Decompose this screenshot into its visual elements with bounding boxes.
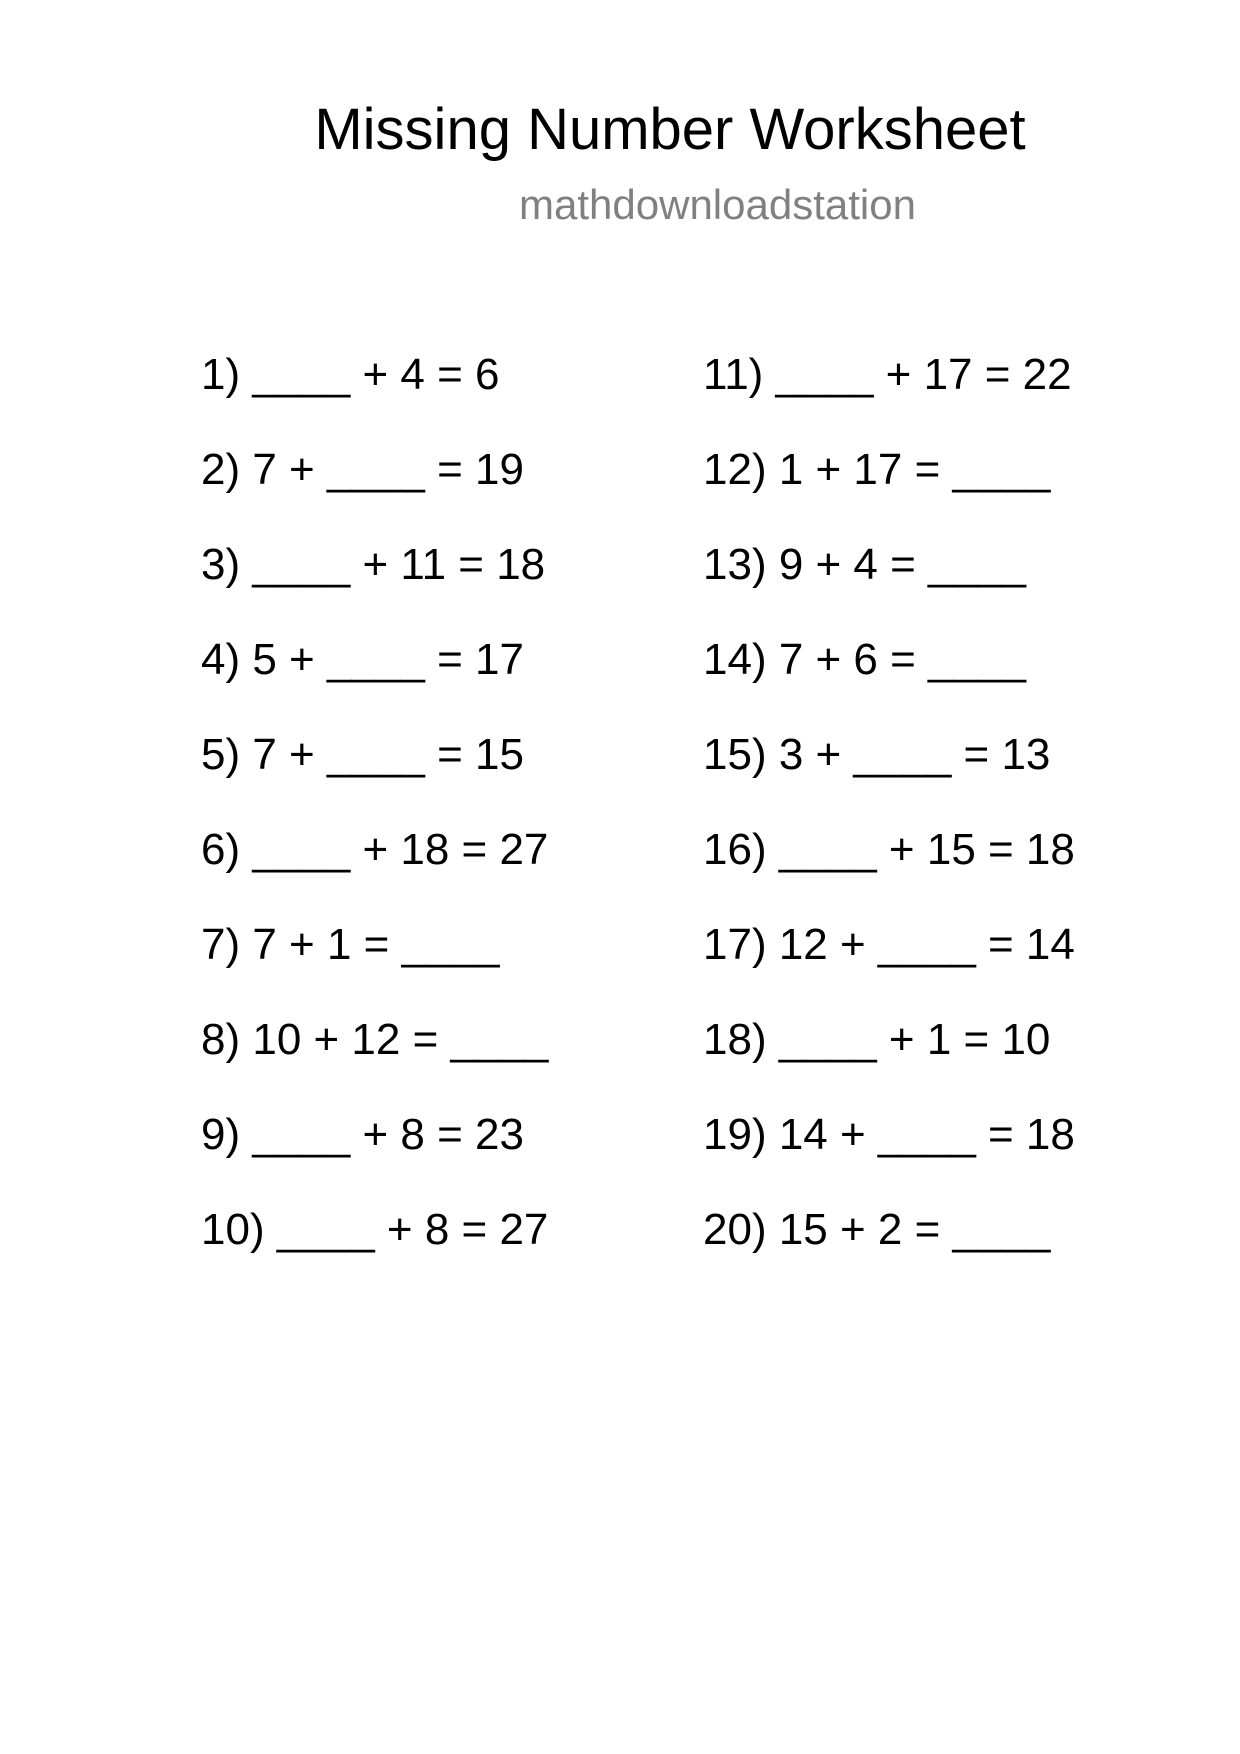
problem-17: 17) 12 + ____ = 14 — [703, 920, 1075, 969]
problem-14: 14) 7 + 6 = ____ — [703, 635, 1026, 684]
problem-10: 10) ____ + 8 = 27 — [201, 1205, 549, 1254]
worksheet-title: Missing Number Worksheet — [314, 97, 1026, 162]
problem-7: 7) 7 + 1 = ____ — [201, 920, 500, 969]
problem-12: 12) 1 + 17 = ____ — [703, 445, 1051, 494]
problem-column-left — [201, 350, 548, 1300]
problem-6: 6) ____ + 18 = 27 — [201, 825, 549, 874]
worksheet-source: mathdownloadstation — [519, 181, 916, 228]
problem-4: 4) 5 + ____ = 17 — [201, 635, 524, 684]
problem-15: 15) 3 + ____ = 13 — [703, 730, 1051, 779]
problem-8: 8) 10 + 12 = ____ — [201, 1015, 549, 1064]
problem-1: 1) ____ + 4 = 6 — [201, 350, 500, 399]
problem-11: 11) ____ + 17 = 22 — [703, 350, 1072, 399]
problem-13: 13) 9 + 4 = ____ — [703, 540, 1026, 589]
problem-9: 9) ____ + 8 = 23 — [201, 1110, 524, 1159]
problem-16: 16) ____ + 15 = 18 — [703, 825, 1075, 874]
problem-3: 3) ____ + 11 = 18 — [201, 540, 546, 589]
problem-19: 19) 14 + ____ = 18 — [703, 1110, 1075, 1159]
problem-2: 2) 7 + ____ = 19 — [201, 445, 524, 494]
problem-20: 20) 15 + 2 = ____ — [703, 1205, 1051, 1254]
problem-18: 18) ____ + 1 = 10 — [703, 1015, 1051, 1064]
problem-5: 5) 7 + ____ = 15 — [201, 730, 524, 779]
problem-column-right — [703, 350, 1075, 1300]
